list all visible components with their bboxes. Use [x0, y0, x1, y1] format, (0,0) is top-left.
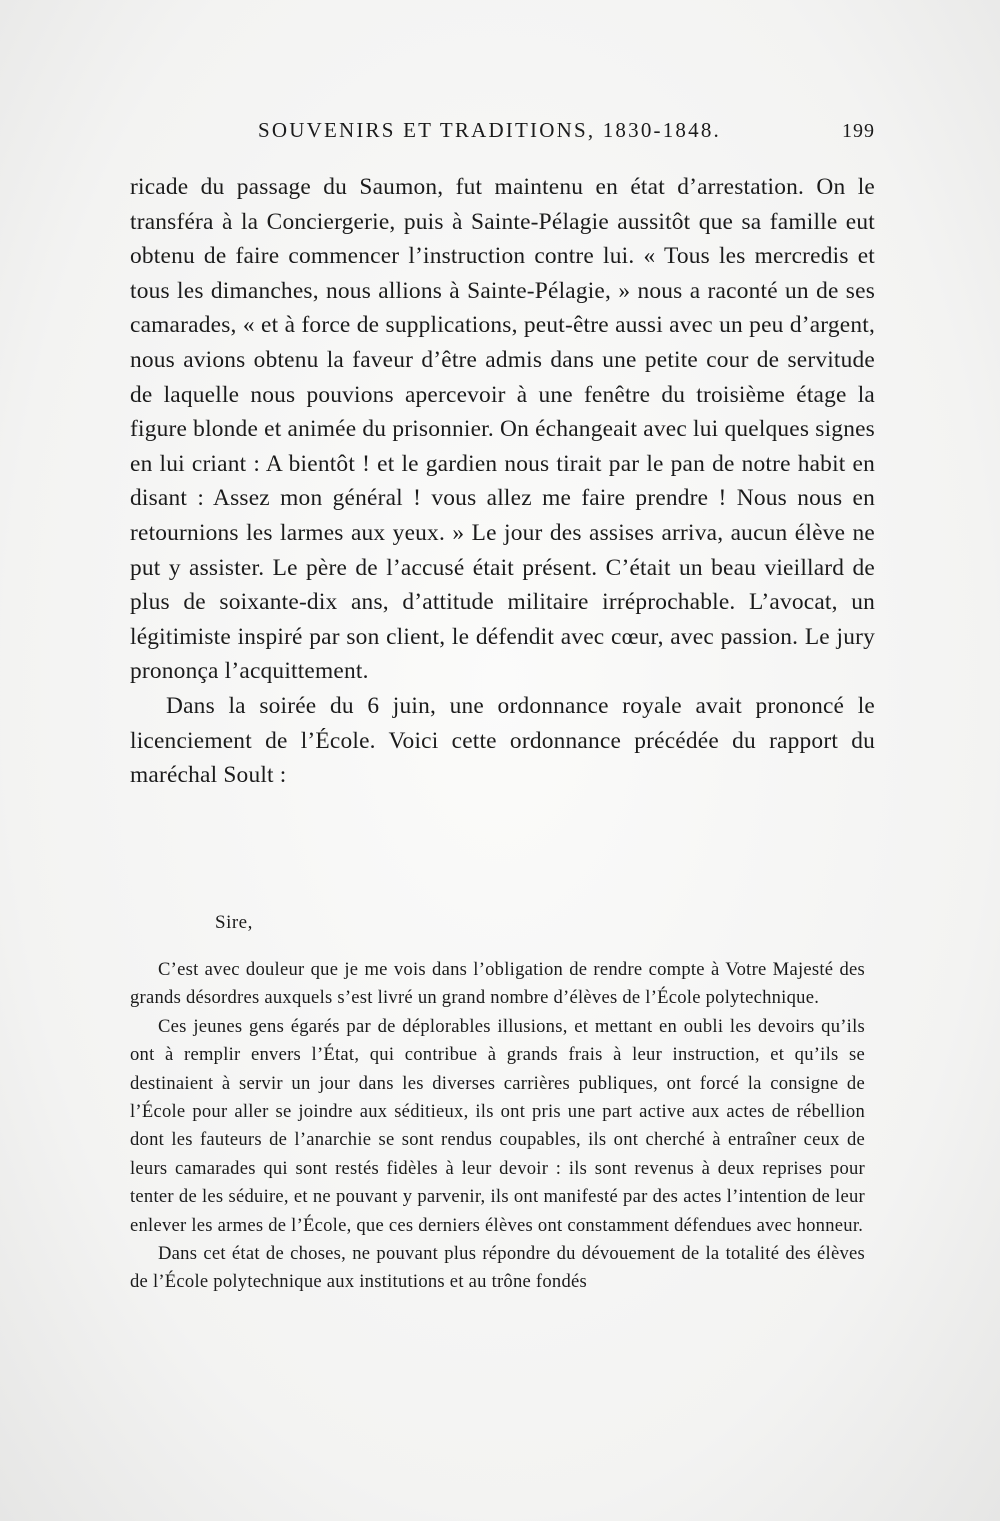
page-number: 199 [842, 120, 875, 142]
paragraph: ricade du passage du Saumon, fut maintenu en état d’arrestation. On le transféra à la Conciergerie, puis à Sainte-Pélagie aussitôt que sa famille eut obtenu de faire commencer l’instruction contre lui. « Tous les mercredis et tous les dimanches, nous allions à Sainte-Pélagie, » nous a raconté un de ses camarades, « et à force de supplications, peut-être aussi avec un peu d’argent, nous avions obtenu la faveur d’être admis dans une petite cour de servitude de laquelle nous pouvions apercevoir à une fenêtre du troisième étage la figure blonde et animée du prisonnier. On échangeait avec lui quelques signes en lui criant : A bientôt ! et le gardien nous tirait par le pan de notre habit en disant : Assez mon général ! vous allez me faire prendre ! Nous nous en retournions les larmes aux yeux. » Le jour des assises arriva, aucun élève ne put y assister. Le père de l’accusé était présent. C’était un beau vieillard de plus de soixante-dix ans, d’attitude militaire irréprochable. L’avocat, un légitimiste inspiré par son client, le défendit avec cœur, avec passion. Le jury prononça l’acquittement. [130, 174, 875, 685]
quoted-report [130, 956, 865, 1297]
running-title: SOUVENIRS ET TRADITIONS, 1830-1848. [258, 118, 721, 142]
page-header [130, 118, 875, 148]
letter-salutation: Sire, [215, 912, 253, 933]
main-text [130, 170, 875, 793]
quote-paragraph: Ces jeunes gens égarés par de déplorables illusions, et mettant en oubli les devoirs qu’ils ont à remplir envers l’État, qui contribue à grands frais à leur instruction, et qu’ils se destinaient à servir un jour dans les diverses carrières publiques, ont forcé la consigne de l’École pour aller se joindre aux séditieux, ils ont pris une part active aux actes de rébellion dont les fauteurs de l’anarchie se sont rendus coupables, ils ont cherché à entraîner ceux de leurs camarades qui sont restés fidèles à leur devoir : ils sont revenus à deux reprises pour tenter de les séduire, et ne pouvant y parvenir, ils ont manifesté par des actes l’intention de leur enlever les armes de l’École, que ces derniers élèves ont constamment défendues avec honneur. [130, 1015, 865, 1236]
paragraph: Dans la soirée du 6 juin, une ordonnance royale avait prononcé le licenciement de l’École. Voici cette ordonnance précédée du rapport du maréchal Soult : [130, 692, 875, 789]
quote-paragraph: C’est avec douleur que je me vois dans l’obligation de rendre compte à Votre Majesté des grands désordres auxquels s’est livré un grand nombre d’élèves de l’École polytechnique. [130, 959, 865, 1009]
quote-paragraph: Dans cet état de choses, ne pouvant plus répondre du dévouement de la totalité des élèves de l’École polytechnique aux institutions et au trône fondés [130, 1243, 865, 1293]
